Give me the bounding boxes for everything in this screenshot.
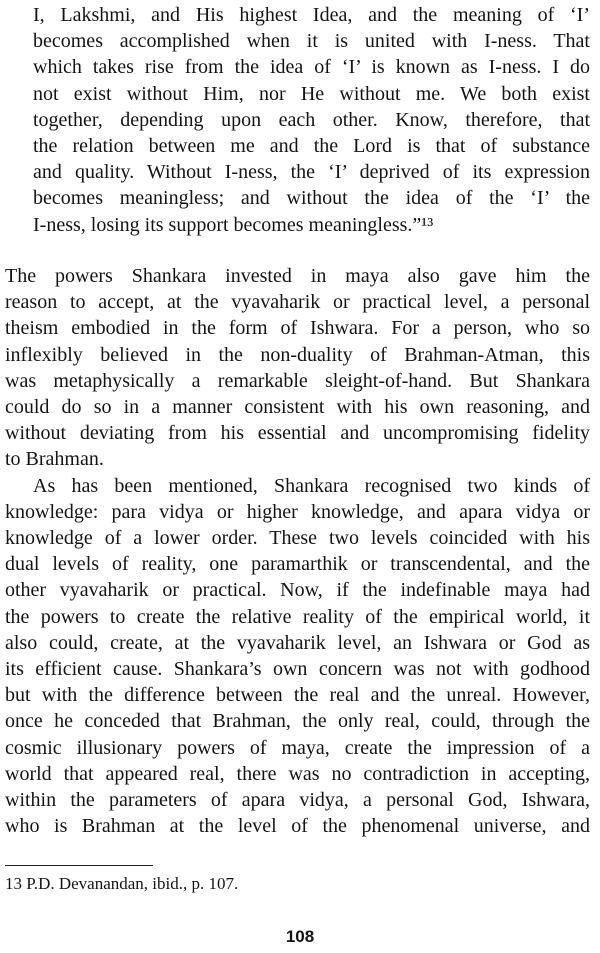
paragraph-line: knowledge: para vidya or higher knowledge, and apara vidya or (5, 500, 590, 523)
quote-line: becomes accomplished when it is united with I-ness. That (33, 30, 590, 53)
paragraph-line: As has been mentioned, Shankara recognised two kinds of (33, 474, 590, 497)
quote-line: the relation between me and the Lord is that of substance (33, 135, 590, 157)
paragraph-line: inflexibly believed in the non-duality of Brahman-Atman, this (5, 343, 590, 366)
footnote: 13 P.D. Devanandan, ibid., p. 107. (5, 874, 239, 893)
paragraph-line: could do so in a manner consistent with his own reasoning, and (5, 396, 590, 418)
paragraph-line: world that appeared real, there was no contradiction in accepting, (5, 762, 590, 785)
paragraph-line: who is Brahman at the level of the phenomenal universe, and (5, 815, 590, 838)
paragraph-line: once he conceded that Brahman, the only real, could, through the (5, 710, 590, 733)
footnote-divider (5, 865, 153, 866)
page-number: 108 (285, 927, 315, 946)
paragraph-line: its efficient cause. Shankara’s own concern was not with godhood (5, 658, 590, 680)
paragraph-line: other vyavaharik or practical. Now, if the indefinable maya had (5, 579, 590, 602)
quote-line: I, Lakshmi, and His highest Idea, and the meaning of ‘I’ (33, 4, 590, 26)
quote-line: not exist without Him, nor He without me. We both exist (33, 82, 590, 105)
quote-line: becomes meaningless; and without the idea of the ‘I’ the (33, 187, 590, 210)
quote-line: and quality. Without I-ness, the ‘I’ deprived of its expression (33, 161, 590, 184)
paragraph-line: but with the difference between the real and the unreal. However, (5, 684, 590, 707)
quote-line: together, depending upon each other. Know, therefore, that (33, 108, 590, 131)
paragraph-line: without deviating from his essential and uncompromising fidelity (5, 422, 590, 445)
paragraph-line: was metaphysically a remarkable sleight-of-hand. But Shankara (5, 369, 590, 392)
paragraph-line: to Brahman. (5, 448, 104, 471)
paragraph-line: the powers to create the relative reality of the empirical world, it (5, 605, 590, 628)
quote-line: I-ness, losing its support becomes meaningless.”¹³ (33, 213, 434, 236)
paragraph-line: cosmic illusionary powers of maya, create the impression of a (5, 736, 590, 759)
paragraph-line: dual levels of reality, one paramarthik or transcendental, and the (5, 553, 590, 576)
paragraph-line: also could, create, at the vyavaharik level, an Ishwara or God as (5, 631, 590, 654)
quote-line: which takes rise from the idea of ‘I’ is known as I-ness. I do (33, 56, 590, 79)
paragraph-line: knowledge of a lower order. These two levels coincided with his (5, 527, 590, 549)
paragraph-line: within the parameters of apara vidya, a personal God, Ishwara, (5, 789, 590, 811)
paragraph-line: The powers Shankara invested in maya also gave him the (5, 265, 590, 287)
paragraph-line: theism embodied in the form of Ishwara. For a person, who so (5, 317, 590, 340)
paragraph-line: reason to accept, at the vyavaharik or practical level, a personal (5, 291, 590, 314)
